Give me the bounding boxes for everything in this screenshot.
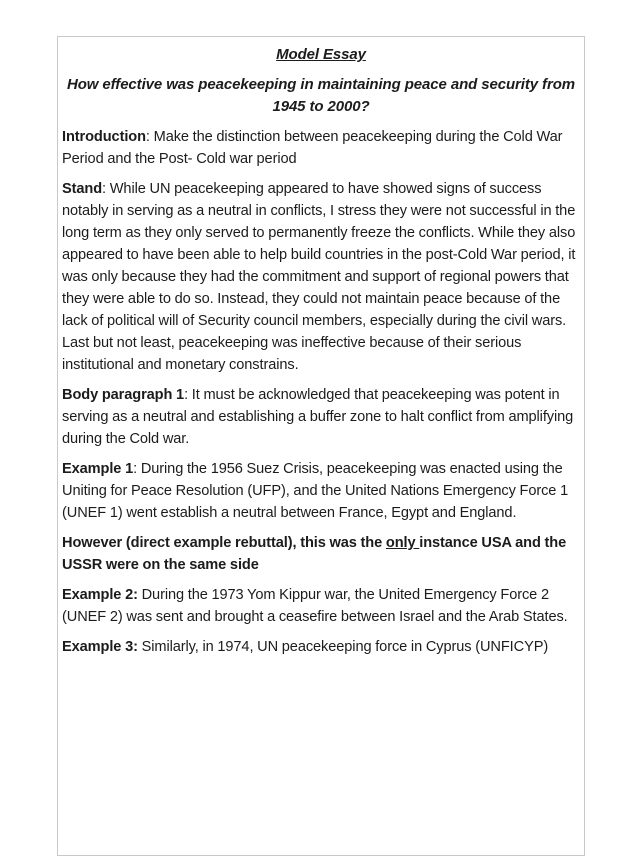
- essay-text-segment: : Make the distinction between peacekeeping during the Cold War Period and the Post- Cold war period: [62, 129, 563, 167]
- essay-paragraph: [62, 178, 580, 376]
- essay-paragraph: [62, 636, 580, 658]
- essay-text-segment: During the 1973 Yom Kippur war, the United Emergency Force 2 (UNEF 2) was sent and brought a ceasefire between Israel and the Arab States.: [62, 587, 568, 625]
- essay-paragraph: [62, 584, 580, 628]
- essay-title: Model Essay: [276, 46, 366, 63]
- essay-text-segment: Introduction: [62, 129, 146, 145]
- essay-text-segment: However (direct example rebuttal), this was the: [62, 535, 386, 551]
- essay-page: [57, 36, 585, 856]
- essay-text-segment: Example 2:: [62, 587, 138, 603]
- essay-body: [62, 126, 580, 658]
- essay-text-segment: : During the 1956 Suez Crisis, peacekeeping was enacted using the Uniting for Peace Resolution (UFP), and the United Nations Emergency Force 1 (UNEF 1) went establish a neutral between France, Egypt and England.: [62, 461, 569, 521]
- essay-paragraph: [62, 126, 580, 170]
- essay-text-segment: Example 3:: [62, 639, 138, 655]
- essay-question: How effective was peacekeeping in maintaining peace and security from 1945 to 2000?: [67, 76, 575, 115]
- essay-paragraph: [62, 532, 580, 576]
- essay-text-segment: : It must be acknowledged that peacekeeping was potent in serving as a neutral and establishing a buffer zone to halt conflict from amplifying during the Cold war.: [62, 387, 574, 447]
- essay-text-segment: only: [385, 535, 420, 551]
- essay-text-segment: : While UN peacekeeping appeared to have showed signs of success notably in serving as a neutral in conflicts, I stress they were not successful in the long term as they only served to permanently freeze the conflicts. While they also appeared to have been able to help build countries in the post-Cold War period, it was only because they had the commitment and support of regional powers that they were able to do so. Instead, they could not maintain peace because of the lack of political will of Security council members, especially during the civil wars. Last but not least, peacekeeping was ineffective because of their serious institutional and monetary constrains.: [62, 181, 576, 373]
- essay-text-segment: Similarly, in 1974, UN peacekeeping force in Cyprus (UNFICYP): [137, 639, 549, 655]
- essay-text-segment: instance USA and the USSR were on the same side: [62, 535, 567, 573]
- essay-text-segment: Example 1: [62, 461, 134, 477]
- essay-paragraph: [62, 458, 580, 524]
- essay-text-segment: Body paragraph 1: [62, 387, 185, 403]
- essay-text-segment: Stand: [62, 181, 103, 197]
- essay-paragraph: [62, 384, 580, 450]
